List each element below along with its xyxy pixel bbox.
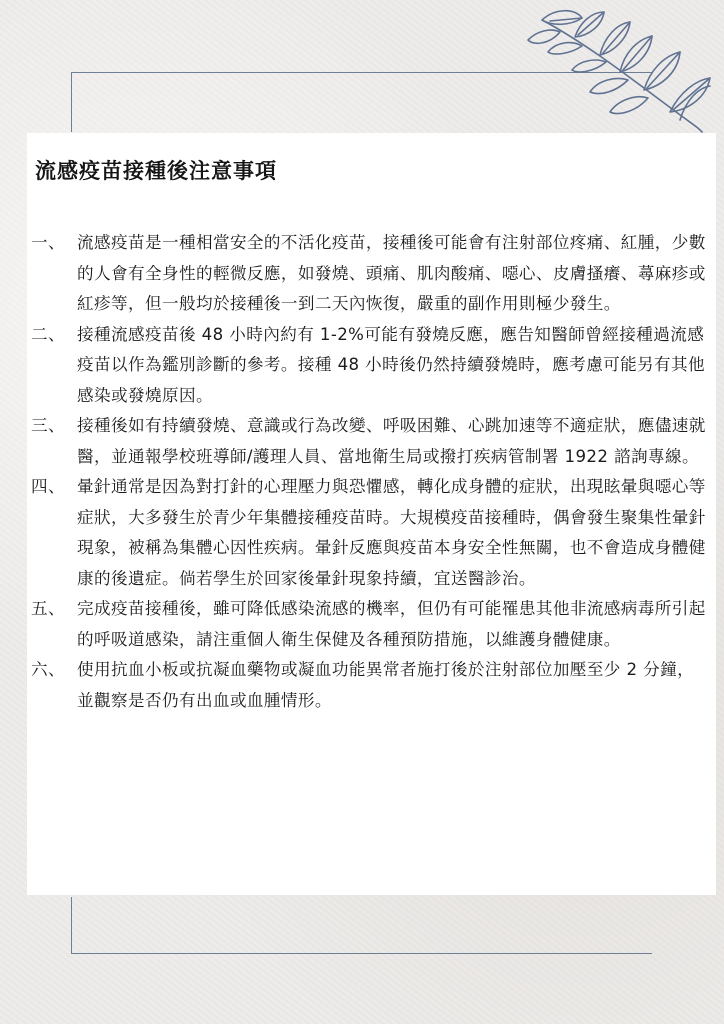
item-number: 五、 — [31, 599, 65, 618]
frame-line-left-top — [71, 72, 72, 132]
item-text: 完成疫苗接種後，雖可降低感染流感的機率，但仍有可能罹患其他非流感病毒所引起的呼吸道感染，請注重個人衛生保健及各種預防措施，以維護身體健康。 — [77, 599, 706, 649]
item-number: 三、 — [31, 416, 65, 435]
item-text: 流感疫苗是一種相當安全的不活化疫苗，接種後可能會有注射部位疼痛、紅腫，少數的人會有全身性的輕微反應，如發燒、頭痛、肌肉酸痛、噁心、皮膚搔癢、蕁麻疹或紅疹等，但一般均於接種後一到二天內恢復，嚴重的副作用則極少發生。 — [77, 233, 706, 313]
notice-list — [31, 228, 711, 716]
notice-item-1 — [31, 228, 711, 320]
notice-item-3 — [31, 411, 711, 472]
notice-item-5 — [31, 594, 711, 655]
content-card — [27, 133, 716, 895]
item-text: 接種流感疫苗後 48 小時內約有 1-2%可能有發燒反應，應告知醫師曾經接種過流感疫苗以作為鑑別診斷的參考。接種 48 小時後仍然持續發燒時，應考慮可能另有其他感染或發燒原因。 — [77, 324, 706, 405]
item-text: 暈針通常是因為對打針的心理壓力與恐懼感，轉化成身體的症狀，出現眩暈與噁心等症狀，大多發生於青少年集體接種疫苗時。大規模疫苗接種時，偶會發生聚集性暈針現象，被稱為集體心因性疾病。暈針反應與疫苗本身安全性無關，也不會造成身體健康的後遺症。倘若學生於回家後暈針現象持續，宜送醫診治。 — [77, 477, 706, 588]
item-number: 二、 — [31, 324, 65, 344]
notice-item-2 — [31, 320, 711, 412]
notice-item-6 — [31, 655, 711, 716]
item-number: 四、 — [31, 477, 65, 496]
leaf-branch-illustration — [520, 0, 724, 150]
item-text: 使用抗血小板或抗凝血藥物或凝血功能異常者施打後於注射部位加壓至少 2 分鐘，並觀察是否仍有出血或血腫情形。 — [77, 660, 695, 710]
notice-item-4 — [31, 472, 711, 594]
item-number: 六、 — [31, 660, 65, 679]
document-title: 流感疫苗接種後注意事項 — [35, 159, 277, 183]
frame-line-bottom — [71, 953, 652, 954]
item-text: 接種後如有持續發燒、意識或行為改變、呼吸困難、心跳加速等不適症狀，應儘速就醫，並通報學校班導師/護理人員、當地衛生局或撥打疾病管制署 1922 諮詢專線。 — [77, 416, 706, 466]
frame-line-left-bottom — [71, 897, 72, 954]
item-number: 一、 — [31, 233, 65, 252]
